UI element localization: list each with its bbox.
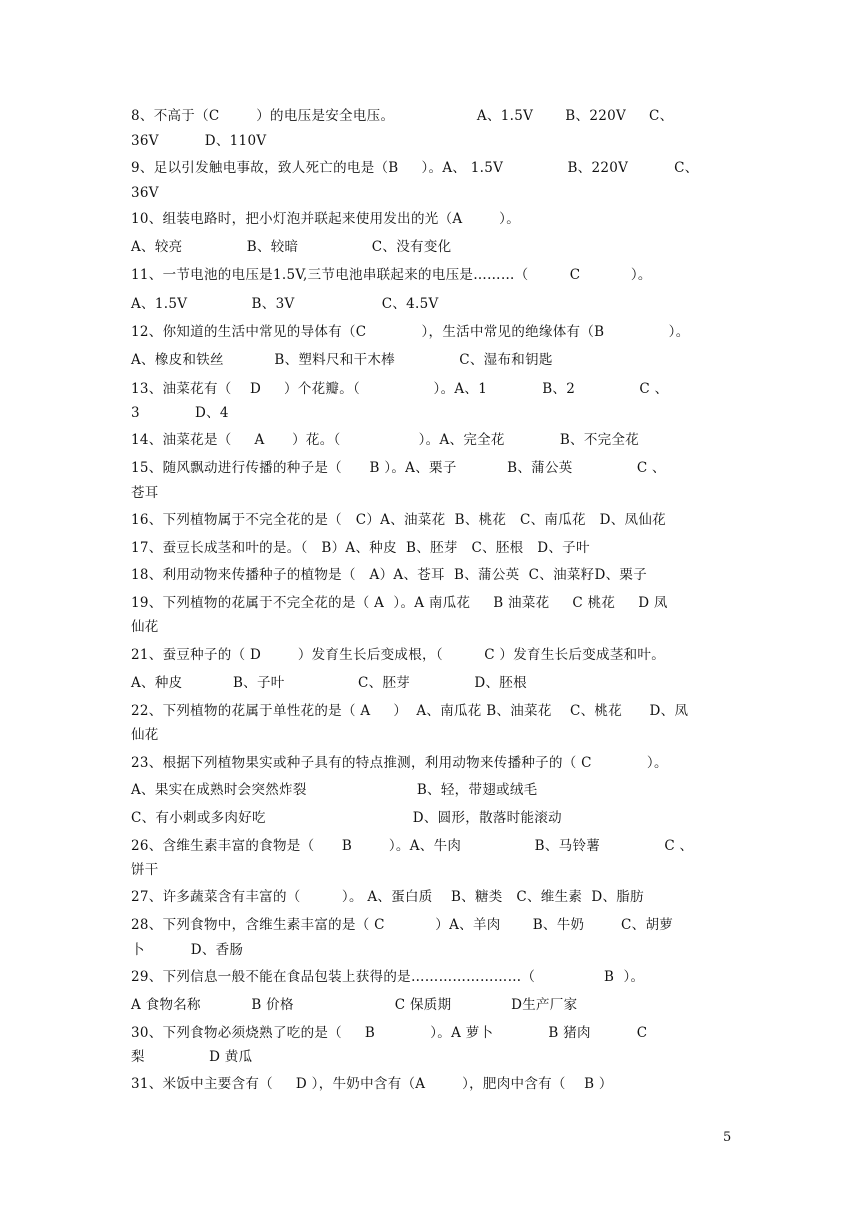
text-line: 36V D、110V [131,133,267,149]
text-line: 22、下列植物的花属于单性花的是（ A ） A、南瓜花 B、油菜花 C、桃花 D、凤 [131,703,689,719]
text-line: 仙花 [131,727,159,743]
text-line: A、种皮 B、子叶 C、胚芽 D、胚根 [131,675,527,691]
text-line: A、橡皮和铁丝 B、塑料尺和干木棒 C、湿布和钥匙 [131,352,553,368]
text-line: A、果实在成熟时会突然炸裂 B、轻，带翅或绒毛 [131,782,538,798]
text-line: 仙花 [131,619,159,635]
text-line: 15、随风飘动进行传播的种子是（ B ）。A、栗子 B、蒲公英 C 、 [131,460,666,476]
text-line: A 食物名称 B 价格 C 保质期 D生产厂家 [131,997,578,1013]
text-line: 19、下列植物的花属于不完全花的是（ A ）。A 南瓜花 B 油菜花 C 桃花 D 凤 [131,595,668,611]
text-line: 11、一节电池的电压是1.5V,三节电池串联起来的电压是………（ C ）。 [131,267,652,283]
text-line: A、1.5V B、3V C、4.5V [131,296,439,312]
text-line: 10、组装电路时，把小灯泡并联起来使用发出的光（A ）。 [131,211,521,227]
text-line: 12、你知道的生活中常见的导体有（C ），生活中常见的绝缘体有（B ）。 [131,324,690,340]
text-line: 18、利用动物来传播种子的植物是（ A）A、苍耳 B、蒲公英 C、油菜籽D、栗子 [131,567,647,583]
text-line: 30、下列食物必须烧熟了吃的是（ B ）。A 萝卜 B 猪肉 C [131,1025,648,1041]
text-line: C、有小刺或多肉好吃 D、圆形，散落时能滚动 [131,810,562,826]
text-line: 28、下列食物中，含维生素丰富的是（ C ）A、羊肉 B、牛奶 C、胡萝 [131,917,674,933]
text-line: 3 D、4 [131,405,229,421]
text-line: 21、蚕豆种子的（ D ）发育生长后变成根，（ C ）发育生长后变成茎和叶。 [131,647,666,663]
text-line: A、较亮 B、较暗 C、没有变化 [131,239,452,255]
text-line: 13、油菜花有（ D ）个花瓣。（ ）。A、1 B、2 C 、 [131,381,669,397]
text-line: 23、根据下列植物果实或种子具有的特点推测，利用动物来传播种子的（ C ）。 [131,755,668,771]
page-number: 5 [723,1130,732,1145]
text-line: 31、米饭中主要含有（ D ），牛奶中含有（A ），肥肉中含有（ B ） [131,1076,613,1092]
text-line: 8、不高于（C ）的电压是安全电压。 A、1.5V B、220V C、 [131,108,674,124]
text-line: 36V [131,185,159,201]
text-line: 27、许多蔬菜含有丰富的（ ）。 A、蛋白质 B、糖类 C、维生素 D、脂肪 [131,889,644,905]
text-line: 29、下列信息一般不能在食品包装上获得的是……………………（ B ）。 [131,969,645,985]
text-line: 饼干 [131,862,159,878]
text-line: 14、油菜花是（ A ）花。（ ）。A、完全花 B、不完全花 [131,432,640,448]
text-line: 9、足以引发触电事故，致人死亡的电是（B ）。A、 1.5V B、220V C、 [131,160,699,176]
text-line: 16、下列植物属于不完全花的是（ C）A、油菜花 B、桃花 C、南瓜花 D、凤仙花 [131,512,666,528]
text-line: 17、蚕豆长成茎和叶的是。（ B）A、种皮 B、胚芽 C、胚根 D、子叶 [131,540,590,556]
text-line: 苍耳 [131,485,159,501]
text-line: 26、含维生素丰富的食物是（ B ）。A、牛肉 B、马铃薯 C 、 [131,838,694,854]
text-line: 梨 D 黄瓜 [131,1049,253,1065]
text-line: 卜 D、香肠 [131,942,244,958]
